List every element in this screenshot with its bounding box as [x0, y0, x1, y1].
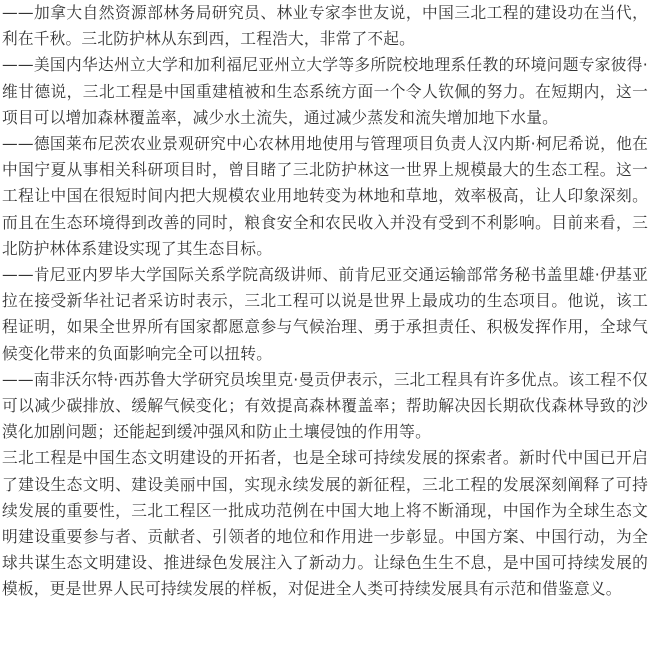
- paragraph-quote-hannes-koenig: ——德国莱布尼茨农业景观研究中心农林用地使用与管理项目负责人汉内斯·柯尼希说，他在中国宁夏从事相关科研项目时，曾目睹了三北防护林这一世界上规模最大的生态工程。这一工程让中国在很短时间内把大规模农业用地转变为林地和草地，效率极高，让人印象深刻。而且在生态环境得到改善的同时，粮食安全和农民收入并没有受到不利影响。目前来看，三北防护林体系建设实现了其生态目标。: [2, 134, 648, 258]
- paragraph-quote-peter-wiegand: ——美国内华达州立大学和加利福尼亚州立大学等多所院校地理系任教的环境问题专家彼得·维甘德说，三北工程是中国重建植被和生态系统方面一个令人钦佩的努力。在短期内，这一项目可以增加森林覆盖率，减少水土流失，通过减少蒸发和流失增加地下水量。: [2, 55, 648, 127]
- paragraph-quote-gerishon-ikiara: ——肯尼亚内罗毕大学国际关系学院高级讲师、前肯尼亚交通运输部常务秘书盖里雄·伊基亚拉在接受新华社记者采访时表示，三北工程可以说是世界上最成功的生态项目。他说，该工程证明，如果全世界所有国家都愿意参与气候治理、勇于承担责任、积极发挥作用，全球气候变化带来的负面影响完全可以扭转。: [2, 265, 648, 363]
- paragraph-quote-li-shiyou: ——加拿大自然资源部林务局研究员、林业专家李世友说，中国三北工程的建设功在当代，利在千秋。三北防护林从东到西，工程浩大，非常了不起。: [2, 3, 648, 49]
- paragraph-conclusion: 三北工程是中国生态文明建设的开拓者，也是全球可持续发展的探索者。新时代中国已开启了建设生态文明、建设美丽中国，实现永续发展的新征程，三北工程的发展深刻阐释了可持续发展的重要性，三北工程区一批成功范例在中国大地上将不断涌现，中国作为全球生态文明建设重要参与者、贡献者、引领者的地位和作用进一步彰显。中国方案、中国行动，为全球共谋生态文明建设、推进绿色发展注入了新动力。让绿色生生不息，是中国可持续发展的模板，更是世界人民可持续发展的样板，对促进全人类可持续发展具有示范和借鉴意义。: [2, 448, 648, 599]
- paragraph-quote-eric-mangoni: ——南非沃尔特·西苏鲁大学研究员埃里克·曼贡伊表示，三北工程具有许多优点。该工程不仅可以减少碳排放、缓解气候变化；有效提高森林覆盖率；帮助解决因长期砍伐森林导致的沙漠化加剧问题；还能起到缓冲强风和防止土壤侵蚀的作用等。: [2, 369, 648, 442]
